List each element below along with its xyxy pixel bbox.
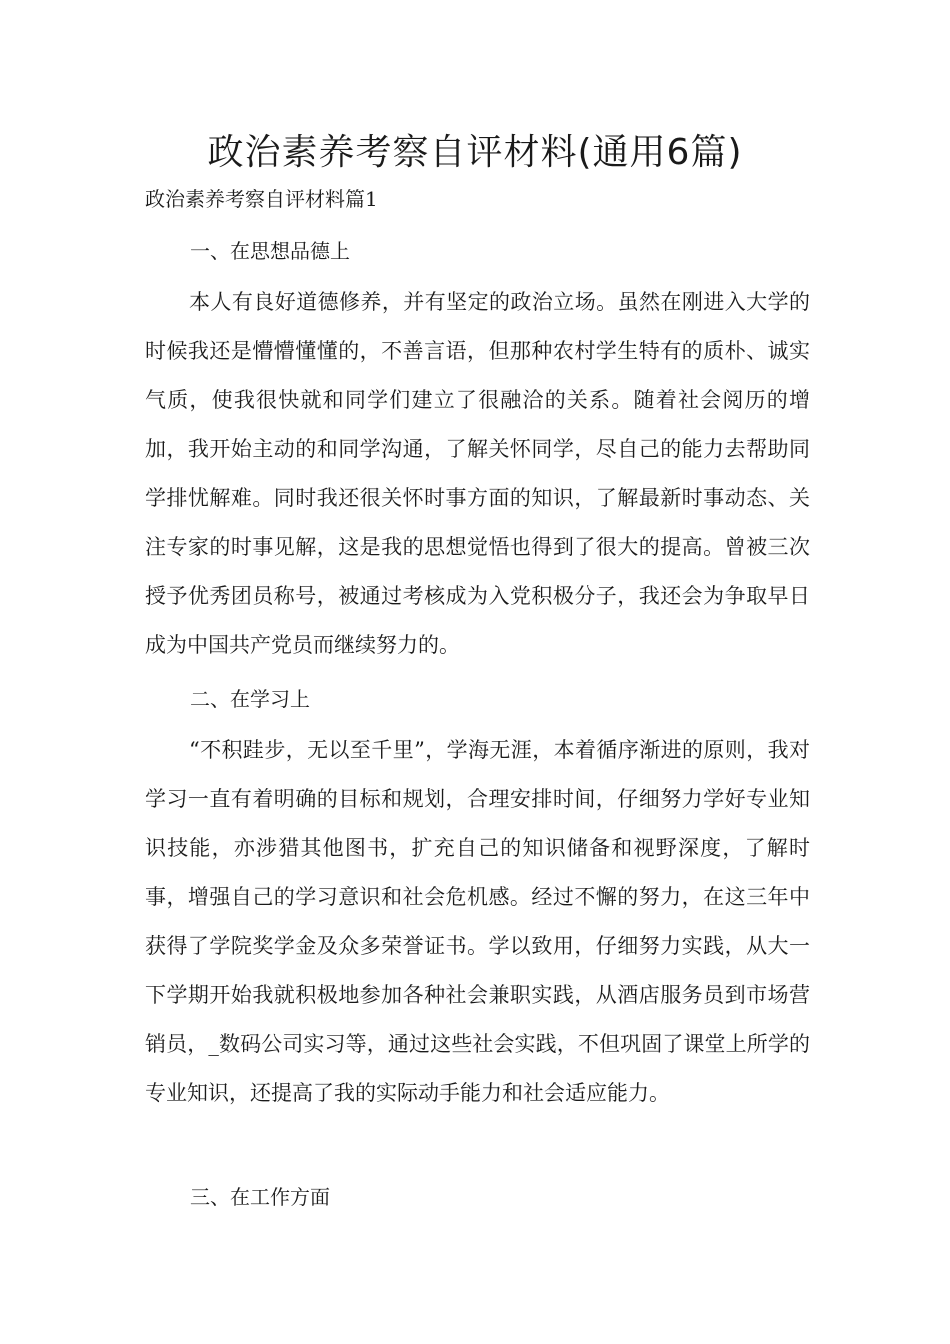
section-paragraph-ethics: 本人有良好道德修养，并有坚定的政治立场。虽然在刚进入大学的时候我还是懵懵懂懂的，不善言语，但那种农村学生特有的质朴、诚实气质，使我很快就和同学们建立了很融洽的关系。随着社会阅历的增加，我开始主动的和同学沟通，了解关怀同学，尽自己的能力去帮助同学排忧解难。同时我还很关怀时事方面的知识，了解最新时事动态、关注专家的时事见解，这是我的思想觉悟也得到了很大的提高。曾被三次授予优秀团员称号，被通过考核成为入党积极分子，我还会为争取早日成为中国共产党员而继续努力的。: [145, 290, 810, 657]
section-heading-work: 三、在工作方面: [190, 1185, 330, 1209]
section-heading-ethics: 一、在思想品德上: [190, 239, 350, 263]
document-subtitle: 政治素养考察自评材料篇1: [145, 187, 378, 211]
document-title: 政治素养考察自评材料(通用6篇): [207, 132, 743, 173]
section-paragraph-study: “不积跬步，无以至千里”，学海无涯，本着循序渐进的原则，我对学习一直有着明确的目标和规划，合理安排时间，仔细努力学好专业知识技能，亦涉猎其他图书，扩充自己的知识储备和视野深度，了解时事，增强自己的学习意识和社会危机感。经过不懈的努力，在这三年中获得了学院奖学金及众多荣誉证书。学以致用，仔细努力实践，从大一下学期开始我就积极地参加各种社会兼职实践，从酒店服务员到市场营销员，_数码公司实习等，通过这些社会实践，不但巩固了课堂上所学的专业知识，还提高了我的实际动手能力和社会适应能力。: [145, 738, 810, 1105]
section-heading-study: 二、在学习上: [190, 687, 310, 711]
